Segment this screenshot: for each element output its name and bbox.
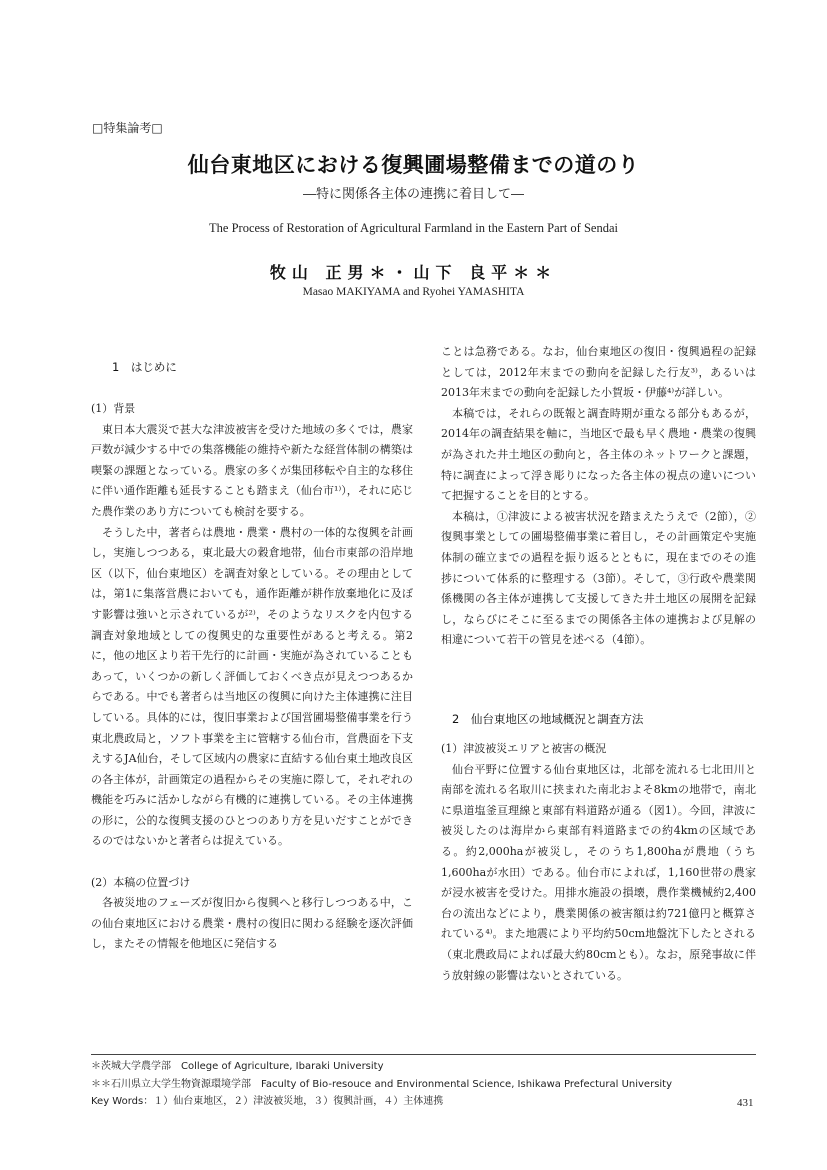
left-column (91, 399, 413, 955)
page-number: 431 (737, 1097, 754, 1109)
paragraph: 東日本大震災で甚大な津波被害を受けた地域の多くでは，農家戸数が減少する中での集落機能の維持や新たな経営体制の構築は喫緊の課題となっている。農家の多くが集団移転や自主的な移住に伴い通作距離も延長することも踏まえ（仙台市¹⁾），それに応じた農作業のあり方についても検討を要する。 (91, 422, 413, 518)
footnotes (91, 1058, 756, 1111)
article-subtitle: ―特に関係各主体の連携に着目して― (302, 187, 524, 202)
affiliation-footnote-2: ＊＊石川県立大学生物資源環境学部 Faculty of Bio-resouce and Environmental Science, Ishikawa Prefectural University (91, 1078, 673, 1090)
authors-japanese: 牧山 正男＊・山下 良平＊＊ (269, 263, 558, 282)
right-column-top (441, 342, 756, 651)
paragraph: 本稿は，①津波による被害状況を踏まえたうえで（2節），②復興事業としての圃場整備事業に着目し，その計画策定や実施体制の確立までの過程を振り返るとともに，現在までのその進捗について体系的に整理する（3節）。そして，③行政や農業関係機関の各主体が連携して支援してきた井土地区の展開を記録し，ならびにそこに至るまでの関係各主体の連携および見解の相違について若干の管見を述べる（4節）。 (441, 509, 756, 647)
spacer (91, 852, 413, 873)
paragraph: そうした中，著者らは農地・農業・農村の一体的な復興を計画し，実施しつつある，東北最大の穀倉地帯，仙台市東部の沿岸地区（以下，仙台東地区）を調査対象としている。その理由としては，第1に集落営農においても，通作距離が耕作放棄地化に及ぼす影響は強いと示されているが²⁾，そのようなリスクを内包する調査対象地域としての復興史的な重要性があると考える。第2に，他の地区より若干先行的に計画・実施が為されていることもあって，いくつかの新しく評価しておくべき点が見えつつあるからである。中でも著者らは当地区の復興に向けた主体連携に注目している。具体的には，復旧事業および国営圃場整備事業を行う東北農政局と，ソフト事業を主に管轄する仙台市，営農面を下支えするJA仙台，そして区域内の農家に直結する仙台東土地改良区の各主体が，計画策定の過程からその実施に際して，それぞれの機能を巧みに活かしながら有機的に連携している。その主体連携の形に，公的な復興支援のひとつのあり方を見いだすことができるのではないかと著者らは捉えている。 (91, 525, 413, 848)
paragraph: ことは急務である。なお，仙台東地区の復旧・復興過程の記録としては，2012年末までの動向を記録した行友³⁾，あるいは2013年末までの動向を記録した小賀坂・伊藤⁴⁾が詳しい。 (441, 345, 756, 400)
paragraph: 各被災地のフェーズが復旧から復興へと移行しつつある中，この仙台東地区における農業・農村の復旧に関わる経験を逐次評価し，またその情報を他地区に発信する (91, 896, 413, 951)
section-1-heading: 1 はじめに (112, 360, 177, 374)
right-column-bottom (441, 739, 756, 986)
subsection-position-heading: (2）本稿の位置づけ (91, 875, 191, 889)
authors-english: Masao MAKIYAMA and Ryohei YAMASHITA (302, 286, 525, 298)
keywords: Key Words：１）仙台東地区，２）津波被災地，３）復興計画，４）主体連携 (91, 1096, 444, 1107)
section-2-heading: 2 仙台東地区の地域概況と調査方法 (452, 712, 644, 726)
paragraph: 本稿では，それらの既報と調査時期が重なる部分もあるが，2014年の調査結果を軸に，当地区で最も早く農地・農業の復興が為された井土地区の動向と，各主体のネットワークと課題，特に調査によって浮き彫りになった各主体の視点の違いについて把握することを目的とする。 (441, 406, 756, 503)
subsection-background-heading: (1）背景 (91, 402, 136, 415)
affiliation-footnote-1: ＊茨城大学農学部 College of Agriculture, Ibaraki University (91, 1061, 384, 1072)
article-title: 仙台東地区における復興圃場整備までの道のり (187, 152, 640, 177)
footnote-divider (91, 1054, 756, 1055)
category-label: □特集論考□ (92, 121, 163, 135)
paragraph: 仙台平野に位置する仙台東地区は，北部を流れる七北田川と南部を流れる名取川に挟まれた南北およそ8kmの地帯で，南北に県道塩釜亘理線と東部有料道路が通る（図1）。今回，津波に被災したのは海岸から東部有料道路までの約4kmの区域である。約2,000haが被災し，そのうち1,800haが農地（うち1,600haが水田）である。仙台市によれば，1,160世帯の農家が浸水被害を受けた。用排水施設の損壊，農作業機械約2,400台の流出などにより，農業関係の被害額は約721億円と概算されている⁴⁾。また地震により平均約50cm地盤沈下したとされる（東北農政局によれば最大約80cmとも）。なお，原発事故に伴う放射線の影響はないとされている。 (441, 762, 756, 982)
subsection-tsunami-heading: (1）津波被災エリアと被害の概況 (441, 742, 607, 755)
article-title-english: The Process of Restoration of Agricultural Farmland in the Eastern Part of Sendai (209, 221, 618, 235)
